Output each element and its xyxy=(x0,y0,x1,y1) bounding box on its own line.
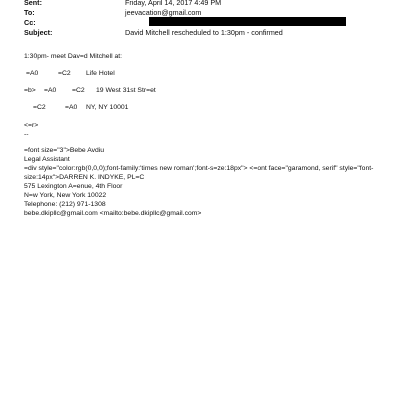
body-line-4c: NY, NY 10001 xyxy=(86,104,129,111)
body-line-3d: 19 West 31st Str=et xyxy=(96,87,156,94)
body-line-1: 1:30pm- meet Dav=d Mitchell at: xyxy=(24,53,123,60)
signature-telephone: Telephone: (212) 971-1308 xyxy=(24,201,106,208)
body-line-2a: =A0 xyxy=(26,70,39,77)
body-line-3a: =b> xyxy=(24,87,36,94)
signature-style-line-2: size:14px">DARREN K. INDYKE, PL=C xyxy=(24,174,145,181)
body-line-5: <=r> xyxy=(24,122,39,129)
signature-email: bebe.dkipllc@gmail.com <mailto:bebe.dkipllc@gmail.com> xyxy=(24,210,202,217)
cc-label: Cc: xyxy=(24,18,36,27)
body-line-4a: =C2 xyxy=(33,104,46,111)
body-line-4b: =A0 xyxy=(65,104,78,111)
signature-name: =font size="3">Bebe Avdiu xyxy=(24,147,105,154)
signature-title: Legal Assistant xyxy=(24,156,70,163)
body-line-3c: =C2 xyxy=(72,87,85,94)
body-line-2b: =C2 xyxy=(58,70,71,77)
body-line-6: -- xyxy=(24,131,29,138)
signature-address-1: 575 Lexington A=enue, 4th Floor xyxy=(24,183,123,190)
to-value: jeevacation@gmail.com xyxy=(125,8,202,17)
subject-value: David Mitchell rescheduled to 1:30pm - confirmed xyxy=(125,28,283,37)
body-line-3b: =A0 xyxy=(44,87,57,94)
signature-address-2: N=w York, New York 10022 xyxy=(24,192,107,199)
to-label: To: xyxy=(24,8,35,17)
sent-value: Friday, April 14, 2017 4:49 PM xyxy=(125,0,222,7)
subject-label: Subject: xyxy=(24,28,53,37)
sent-label: Sent: xyxy=(24,0,42,7)
body-line-2c: Life Hotel xyxy=(86,70,115,77)
redaction-bar xyxy=(149,17,346,26)
signature-style-line-1: =div style="color:rgb(0,0,0);font-family:'times new roman';font-s=ze:18px"> <=ont face="garamond, serif" style="font- xyxy=(24,165,374,172)
